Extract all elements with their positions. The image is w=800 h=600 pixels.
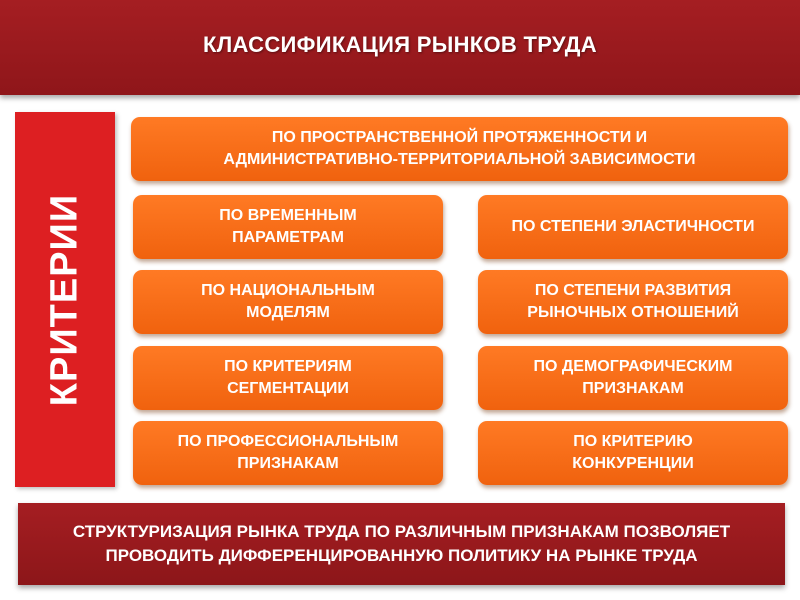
criterion-demographic xyxy=(478,346,788,410)
criterion-professional xyxy=(133,421,443,485)
criterion-time-parameters xyxy=(133,195,443,259)
conclusion-banner xyxy=(18,503,785,585)
criterion-label: ПО ПРОСТРАНСТВЕННОЙ ПРОТЯЖЕННОСТИ И АДМИНИСТРАТИВНО-ТЕРРИТОРИАЛЬНОЙ ЗАВИСИМОСТИ xyxy=(223,129,696,168)
page-title: КЛАССИФИКАЦИЯ РЫНКОВ ТРУДА xyxy=(203,31,597,57)
criterion-market-relations xyxy=(478,270,788,334)
conclusion-text: СТРУКТУРИЗАЦИЯ РЫНКА ТРУДА ПО РАЗЛИЧНЫМ ПРИЗНАКАМ ПОЗВОЛЯЕТ ПРОВОДИТЬ ДИФФЕРЕНЦИРОВАННУЮ ПОЛИТИКУ НА РЫНКЕ ТРУДА xyxy=(72,522,731,565)
criterion-label: ПО КРИТЕРИЯМ СЕГМЕНТАЦИИ xyxy=(224,358,352,397)
criterion-elasticity xyxy=(478,195,788,259)
criteria-box xyxy=(15,112,115,487)
criterion-spatial-administrative xyxy=(131,117,788,181)
criterion-label: ПО НАЦИОНАЛЬНЫМ МОДЕЛЯМ xyxy=(201,282,375,321)
criterion-competition xyxy=(478,421,788,485)
criterion-label: ПО СТЕПЕНИ ЭЛАСТИЧНОСТИ xyxy=(511,218,755,235)
criterion-label: ПО ПРОФЕССИОНАЛЬНЫМ ПРИЗНАКАМ xyxy=(177,433,399,472)
criterion-segmentation xyxy=(133,346,443,410)
criterion-label: ПО ВРЕМЕННЫМ ПАРАМЕТРАМ xyxy=(219,207,357,246)
criterion-national-models xyxy=(133,270,443,334)
header-banner xyxy=(0,0,800,95)
criterion-label: ПО СТЕПЕНИ РАЗВИТИЯ РЫНОЧНЫХ ОТНОШЕНИЙ xyxy=(527,282,739,321)
criterion-label: ПО ДЕМОГРАФИЧЕСКИМ ПРИЗНАКАМ xyxy=(533,358,733,397)
criteria-label: КРИТЕРИИ xyxy=(43,193,86,406)
criterion-label: ПО КРИТЕРИЮ КОНКУРЕНЦИИ xyxy=(572,433,694,472)
